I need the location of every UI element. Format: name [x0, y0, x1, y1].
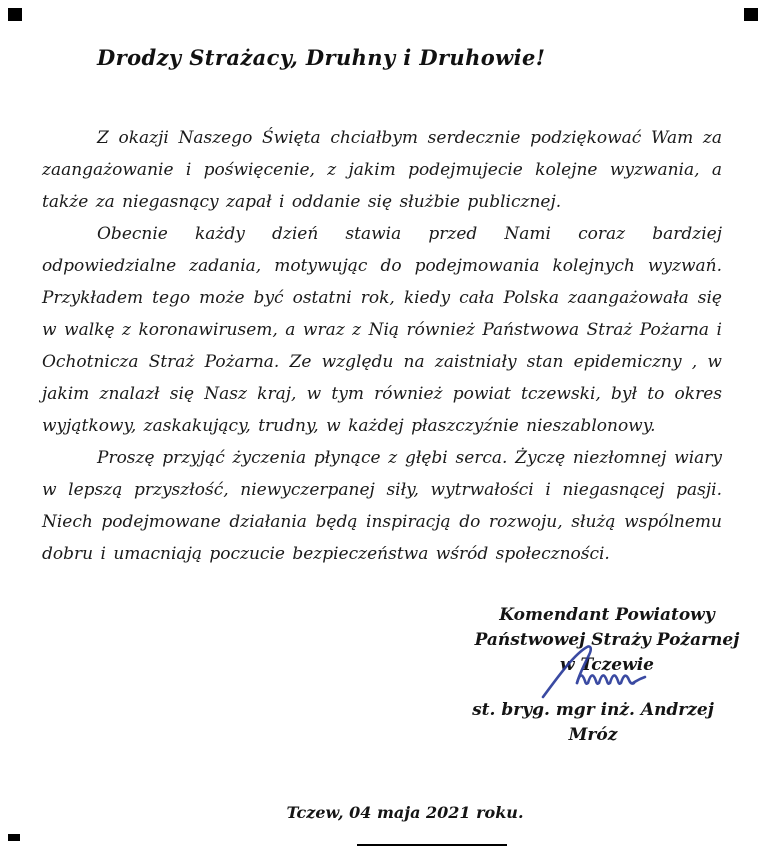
signer-title-line-1: Komendant Powiatowy	[499, 605, 715, 625]
letter-body	[42, 122, 722, 570]
scan-artifact-top-left	[8, 8, 22, 21]
signature-block	[457, 603, 757, 748]
date-line: Tczew, 04 maja 2021 roku.	[286, 803, 524, 822]
signer-name: st. bryg. mgr inż. Andrzej Mróz	[472, 700, 714, 745]
scan-artifact-top-right	[744, 8, 758, 21]
signer-title-line-3: w Tczewie	[560, 655, 654, 675]
letter-heading: Drodzy Strażacy, Druhny i Druhowie!	[97, 45, 546, 70]
scan-artifact-bottom-line	[357, 844, 507, 846]
scan-artifact-bottom-left	[8, 834, 20, 841]
paragraph-1: Z okazji Naszego Święta chciałbym serdecznie podziękować Wam za zaangażowanie i poświęcenie, z jakim podejmujecie kolejne wyzwania, a także za niegasnący zapał i oddanie się służbie publicznej.	[42, 128, 722, 212]
paragraph-2: Obecnie każdy dzień stawia przed Nami coraz bardziej odpowiedzialne zadania, motywując do podejmowania kolejnych wyzwań. Przykładem tego może być ostatni rok, kiedy cała Polska zaangażowała się w walkę z koronawirusem, a wraz z Nią również Państwowa Straż Pożarna i Ochotnicza Straż Pożarna. Ze względu na zaistniały stan epidemiczny , w jakim znalazł się Nasz kraj, w tym również powiat tczewski, był to okres wyjątkowy, zaskakujący, trudny, w każdej płaszczyźnie nieszablonowy.	[42, 224, 722, 436]
paragraph-3: Proszę przyjąć życzenia płynące z głębi serca. Życzę niezłomnej wiary w lepszą przyszłość, niewyczerpanej siły, wytrwałości i niegasnącej pasji. Niech podejmowane działania będą inspiracją do rozwoju, służą wspólnemu dobru i umacniają poczucie bezpieczeństwa wśród społeczności.	[42, 448, 722, 564]
signer-title-line-2: Państwowej Straży Pożarnej	[474, 630, 740, 650]
